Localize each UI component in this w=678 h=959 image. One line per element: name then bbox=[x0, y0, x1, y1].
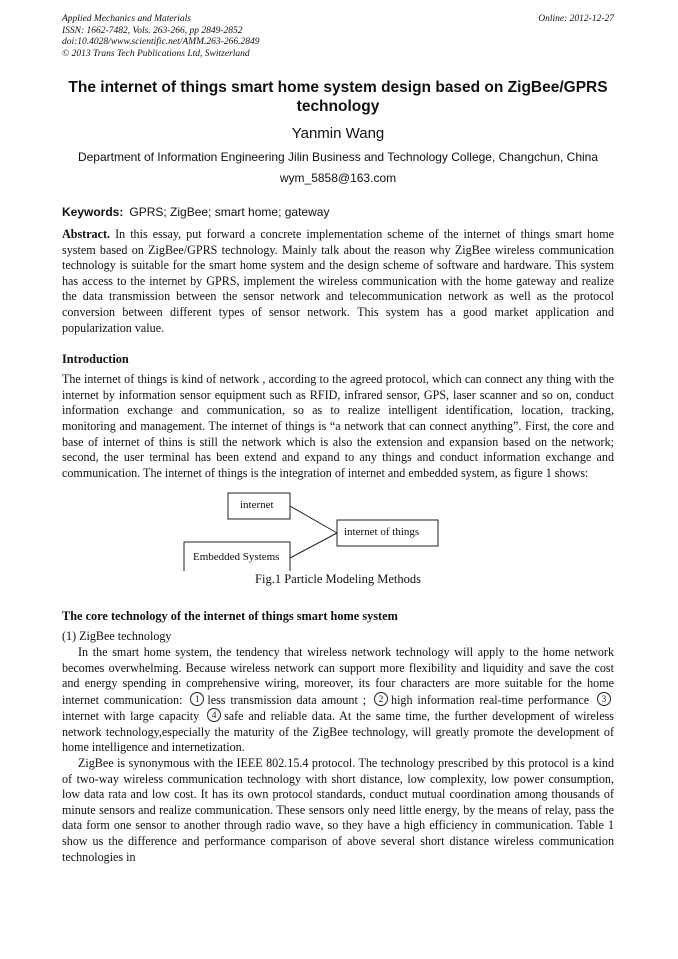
core-paragraph-2: ZigBee is synonymous with the IEEE 802.15.4 protocol. The technology prescribed by this protocol is a kind of two-way wireless communication technology with short distance, low complexity, low power consumption, low data rata and low cost. It has its own protocol standards, conduct mutual coordination among thousands of minute sensors and realize communication. These sensors only need little energy, by the means of relay, pass the data form one sensor to another through radio wave, so they have a high efficiency in communication. Table 1 show us the difference and performance comparison of above several short distance wireless communication technologies in bbox=[62, 756, 614, 864]
affiliation: Department of Information Engineering Jilin Business and Technology College, Changchun, China bbox=[77, 150, 599, 164]
p1-part-c: high information real-time performance bbox=[391, 692, 590, 707]
abstract-label: Abstract. bbox=[62, 227, 111, 241]
p1-part-b: less transmission data amount ; bbox=[207, 692, 367, 707]
internet-label: internet bbox=[240, 499, 274, 512]
author-name: Yanmin Wang bbox=[291, 125, 385, 142]
circled-number-2: 2 bbox=[374, 692, 388, 706]
core-paragraph-1 bbox=[62, 645, 614, 756]
figure-diagram bbox=[62, 489, 614, 571]
connector-internet bbox=[290, 506, 337, 533]
journal-name: Applied Mechanics and Materials bbox=[62, 14, 192, 24]
keywords-text: GPRS; ZigBee; smart home; gateway bbox=[129, 205, 330, 219]
keywords bbox=[62, 205, 614, 219]
circled-number-1: 1 bbox=[190, 692, 204, 706]
keywords-label: Keywords: bbox=[62, 205, 124, 219]
circled-number-4: 4 bbox=[207, 708, 221, 722]
figure-1 bbox=[62, 489, 614, 589]
copyright-line: © 2013 Trans Tech Publications Ltd, Switzerland bbox=[62, 48, 250, 59]
embedded-label: Embedded Systems bbox=[193, 551, 280, 564]
p1-part-a: In the smart home system, the tendency that wireless network technology will apply to the home network becomes overwhelming. Because wireless network can support more flexibility and liquidity and save the cost and energy spending in comprehensive wiring, moreover, its four characters are more suitable for the home internet communication: bbox=[62, 644, 614, 707]
zigbee-subheading: (1) ZigBee technology bbox=[62, 629, 172, 644]
paper-title: The internet of things smart home system design based on ZigBee/GPRS technology bbox=[68, 79, 608, 115]
connector-embedded bbox=[290, 533, 337, 558]
abstract bbox=[62, 227, 614, 336]
online-date: Online: 2012-12-27 bbox=[538, 14, 614, 24]
introduction-text: The internet of things is kind of network , according to the agreed protocol, which can connect any thing with the internet by information sensor equipment such as RFID, infrared sensor, GPS, laser scanner and so on, conduct information exchange and communication, so as to realize intelligent identification, location, tracking, monitoring and management. The internet of things is “a network that can connect anything”. First, the core and base of internet of thins is still the network which is also the extension and expansion based on the network; second, the user terminal has been extend and expand to any things and conduct information exchange and communication. The internet of things is the integration of internet and embedded system, as figure 1 shows: bbox=[62, 372, 614, 480]
paper-page bbox=[62, 14, 614, 865]
circled-number-3: 3 bbox=[597, 692, 611, 706]
p1-part-d: internet with large capacity bbox=[62, 709, 200, 724]
core-heading: The core technology of the internet of things smart home system bbox=[62, 609, 398, 624]
abstract-text: In this essay, put forward a concrete implementation scheme of the internet of things smart home system based on ZigBee/GPRS technology. Mainly talk about the reason why ZigBee wireless communication technology is suitable for the smart home system and the design scheme of software and hardware. This system has access to the internet by GPRS, implement the wireless communication with the home gateway and realize the data transmission between the sensor network and telecommunication network as well as the protocol conversion between different types of sensor network. This system has a good market application and popularization value. bbox=[62, 227, 614, 335]
p1-part-e: safe and reliable data. At the same time, the further development of wireless network technology,especially the maturity of the ZigBee technology, will greatly promote the development of home intelligence and internetization. bbox=[62, 709, 614, 755]
doi-line: doi:10.4028/www.scientific.net/AMM.263-266.2849 bbox=[62, 37, 260, 47]
journal-header bbox=[62, 14, 614, 60]
iot-label: internet of things bbox=[344, 526, 420, 539]
author-email: wym_5858@163.com bbox=[279, 171, 397, 185]
issn-line: ISSN: 1662-7482, Vols. 263-266, pp 2849-2852 bbox=[62, 25, 243, 36]
introduction-heading: Introduction bbox=[62, 352, 129, 367]
figure-caption: Fig.1 Particle Modeling Methods bbox=[255, 572, 421, 587]
